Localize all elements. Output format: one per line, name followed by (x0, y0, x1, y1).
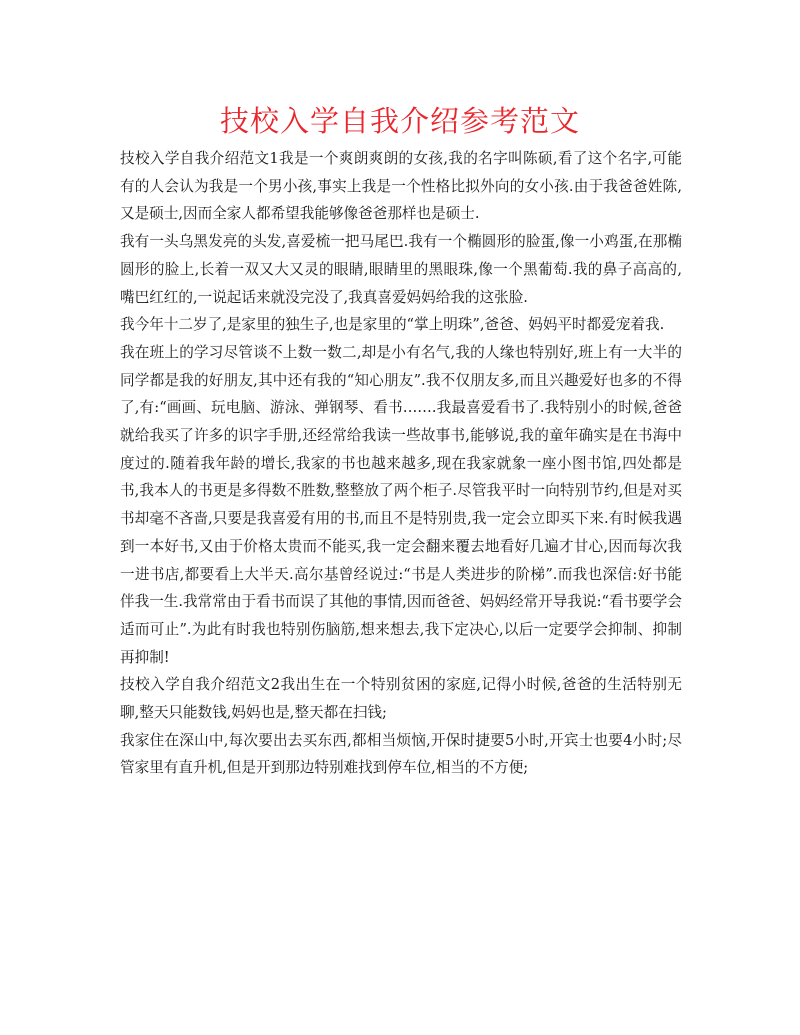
paragraph: 技校入学自我介绍范文1我是一个爽朗爽朗的女孩,我的名字叫陈硕,看了这个名字,可能有的人会认为我是一个男小孩,事实上我是一个性格比拟外向的女小孩.由于我爸爸姓陈,又是硕士,因而全家人都希望我能够像爸爸那样也是硕士. (120, 150, 682, 223)
document-body (120, 145, 682, 782)
paragraph: 我在班上的学习尽管谈不上数一数二,却是小有名气,我的人缘也特别好,班上有一大半的同学都是我的好朋友,其中还有我的“知心朋友”.我不仅朋友多,而且兴趣爱好也多的不得了,有:“画画、玩电脑、游泳、弹钢琴、看书…….我最喜爱看书了.我特别小的时候,爸爸就给我买了许多的识字手册,还经常给我读一些故事书,能够说,我的童年确实是在书海中度过的.随着我年龄的增长,我家的书也越来越多,现在我家就象一座小图书馆,四处都是书,我本人的书更是多得数不胜数,整整放了两个柜子.尽管我平时一向特别节约,但是对买书却毫不吝啬,只要是我喜爱有用的书,而且不是特别贵,我一定会立即买下来.有时候我遇到一本好书,又由于价格太贵而不能买,我一定会翻来覆去地看好几遍才甘心,因而每次我一进书店,都要看上大半天.高尔基曾经说过:“书是人类进步的阶梯”.而我也深信:好书能伴我一生.我常常由于看书而误了其他的事情,因而爸爸、妈妈经常开导我说:“看书要学会适而可止”.为此有时我也特别伤脑筋,想来想去,我下定决心,以后一定要学会抑制、抑制再抑制! (120, 343, 682, 666)
paragraph: 我有一头乌黑发亮的头发,喜爱梳一把马尾巴.我有一个椭圆形的脸蛋,像一小鸡蛋,在那椭圆形的脸上,长着一双又大又灵的眼睛,眼睛里的黑眼珠,像一个黑葡萄.我的鼻子高高的,嘴巴红红的,一说起话来就没完没了,我真喜爱妈妈给我的这张脸. (120, 233, 682, 306)
document-title: 技校入学自我介绍参考范文 (219, 104, 580, 138)
paragraph: 我家住在深山中,每次要出去买东西,都相当烦恼,开保时捷要5小时,开宾士也要4小时;尽管家里有直升机,但是开到那边特别难找到停车位,相当的不方便; (120, 731, 682, 777)
paragraph: 我今年十二岁了,是家里的独生子,也是家里的“掌上明珠”,爸爸、妈妈平时都爱宠着我. (120, 316, 665, 334)
paragraph: 技校入学自我介绍范文2我出生在一个特别贫困的家庭,记得小时候,爸爸的生活特别无聊,整天只能数钱,妈妈也是,整天都在扫钱; (120, 676, 682, 722)
